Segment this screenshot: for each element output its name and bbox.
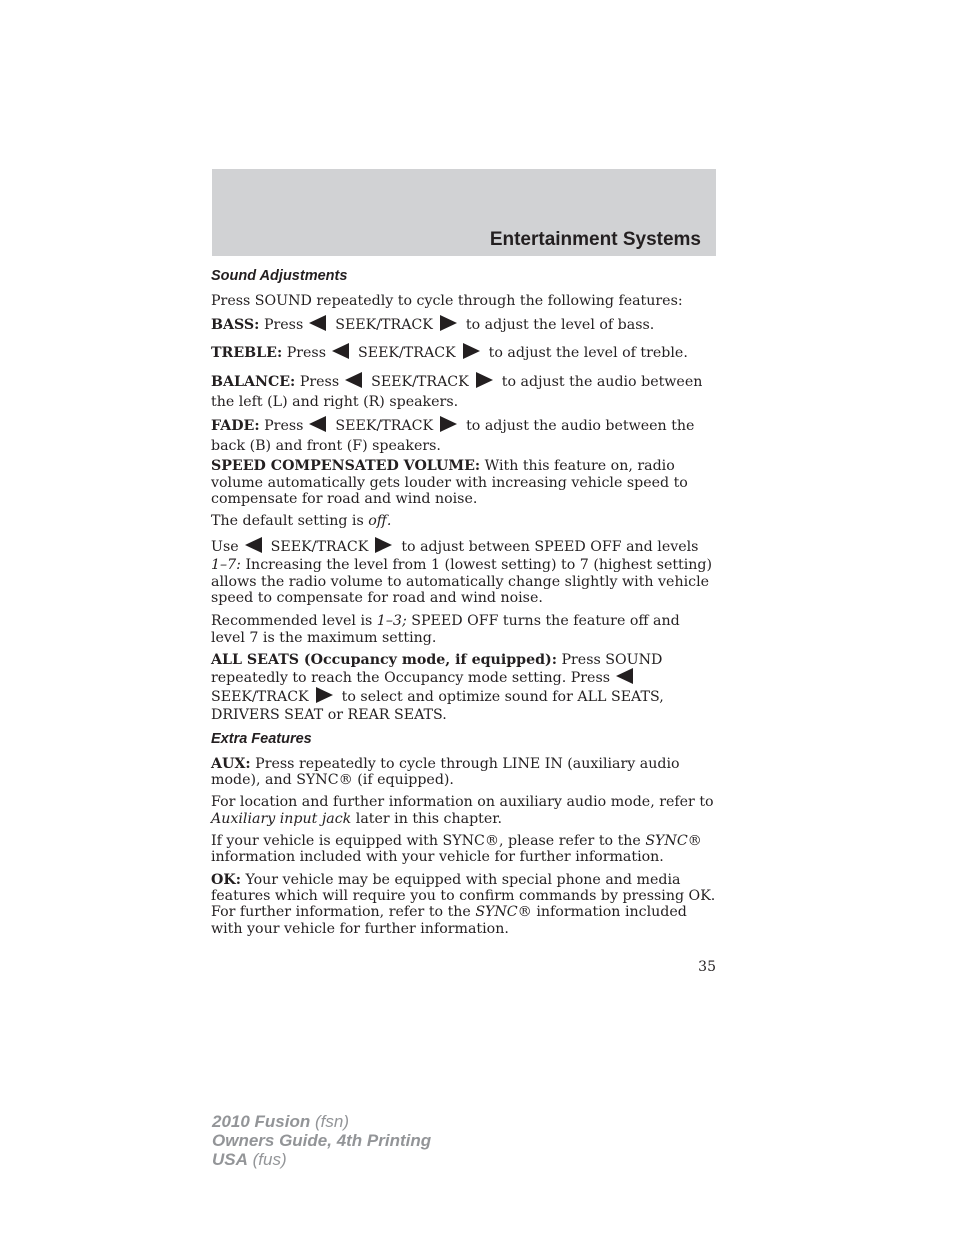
footer — [212, 1112, 431, 1169]
balance-press: Press — [299, 374, 340, 391]
allseats-paragraph — [211, 652, 716, 723]
treble-seek: SEEK/TRACK — [358, 345, 456, 362]
page-number: 35 — [698, 959, 716, 975]
default-paragraph — [211, 513, 716, 529]
ok-paragraph — [211, 872, 716, 937]
footer-model: 2010 Fusion — [212, 1112, 311, 1131]
sync-ref: SYNC® — [645, 833, 702, 850]
scv-label: SPEED COMPENSATED VOLUME: — [211, 458, 481, 475]
allseats-cont: DRIVERS SEAT or REAR SEATS. — [211, 706, 447, 723]
fade-press: Press — [264, 418, 304, 435]
page-content — [211, 266, 716, 943]
seek-left-icon — [245, 537, 262, 553]
seek-left-icon — [332, 343, 349, 359]
allseats-label: ALL SEATS (Occupancy mode, if equipped): — [211, 651, 557, 668]
bass-seek: SEEK/TRACK — [335, 317, 433, 334]
ok-label: OK: — [211, 871, 241, 888]
balance-paragraph — [211, 372, 716, 412]
seek-left-icon — [309, 416, 326, 432]
location-post: later in this chapter. — [351, 810, 502, 827]
recommended-value: 1–3; — [376, 613, 407, 630]
scv-paragraph — [211, 458, 716, 507]
fade-paragraph — [211, 416, 716, 456]
allseats-second-line — [211, 689, 664, 705]
sync-post: information included with your vehicle for further information. — [211, 849, 664, 866]
seek-right-icon — [440, 416, 457, 432]
seek-left-icon — [345, 372, 362, 388]
page-title: Entertainment Systems — [489, 229, 701, 250]
location-ref: Auxiliary input jack — [211, 810, 352, 827]
footer-market: USA — [212, 1150, 248, 1169]
allseats-text: Press SOUND repeatedly to reach the Occupancy mode setting. Press — [211, 651, 663, 687]
location-paragraph — [211, 794, 716, 827]
allseats-rest: to select and optimize sound for ALL SEATS, — [341, 688, 664, 705]
use-range: 1–7: — [211, 557, 241, 574]
seek-right-icon — [316, 687, 333, 703]
bass-paragraph — [211, 315, 716, 335]
ok-post: information included with your vehicle for further information. — [211, 904, 687, 937]
balance-rest: to adjust the audio between — [501, 374, 703, 391]
balance-cont: the left (L) and right (R) speakers. — [211, 394, 459, 411]
treble-rest: to adjust the level of treble. — [488, 345, 688, 362]
sound-adjustments-heading: Sound Adjustments — [211, 268, 348, 284]
seek-right-icon — [375, 537, 392, 553]
balance-seek: SEEK/TRACK — [371, 374, 469, 391]
fade-cont: back (B) and front (F) speakers. — [211, 438, 441, 455]
use-seek: SEEK/TRACK — [270, 539, 369, 556]
bass-press: Press — [263, 317, 304, 334]
aux-paragraph — [211, 756, 716, 789]
recommended-paragraph — [211, 613, 716, 646]
sound-intro: Press SOUND repeatedly to cycle through the following features: — [211, 293, 683, 309]
aux-label: AUX: — [211, 755, 251, 772]
header-band — [212, 169, 716, 256]
treble-press: Press — [286, 345, 326, 362]
footer-line-3 — [212, 1150, 431, 1169]
recommended-pre: Recommended level is — [211, 613, 377, 630]
balance-label: BALANCE: — [211, 374, 296, 391]
use-first-line — [211, 539, 698, 555]
default-pre: The default setting is — [211, 513, 369, 530]
footer-line-1 — [212, 1112, 431, 1131]
footer-guide: Owners Guide, 4th Printing — [212, 1131, 432, 1150]
bass-label: BASS: — [211, 317, 260, 334]
use-paragraph — [211, 537, 716, 606]
footer-model-code: (fsn) — [310, 1112, 349, 1131]
seek-right-icon — [476, 372, 493, 388]
bass-rest: to adjust the level of bass. — [465, 317, 655, 334]
location-pre: For location and further information on auxiliary audio mode, refer to — [211, 794, 714, 811]
recommended-post: SPEED OFF turns the feature off and level 7 is the maximum setting. — [211, 613, 680, 646]
fade-seek: SEEK/TRACK — [335, 418, 434, 435]
footer-line-2 — [212, 1131, 431, 1150]
allseats-seek: SEEK/TRACK — [211, 688, 309, 705]
sync-pre: If your vehicle is equipped with SYNC®, please refer to the — [211, 833, 646, 850]
fade-label: FADE: — [211, 418, 260, 435]
footer-market-code: (fus) — [247, 1150, 287, 1169]
fade-rest: to adjust the audio between the — [466, 418, 695, 435]
aux-text: Press repeatedly to cycle through LINE IN (auxiliary audio mode), and SYNC® (if equipped). — [211, 755, 680, 789]
use-cont: Increasing the level from 1 (lowest setting) to 7 (highest setting) allows the radio volume to automatically change slightly with vehicle speed to compensate for road and wind noise. — [211, 557, 713, 607]
seek-left-icon — [309, 315, 326, 331]
extra-features-heading: Extra Features — [211, 730, 312, 747]
seek-right-icon — [463, 343, 480, 359]
use-pre: Use — [211, 539, 239, 556]
seek-right-icon — [440, 315, 457, 331]
seek-left-icon — [616, 668, 633, 684]
default-value: off. — [368, 513, 392, 530]
sync-paragraph — [211, 833, 716, 866]
ok-ref: SYNC® — [475, 904, 532, 921]
treble-label: TREBLE: — [211, 345, 283, 362]
ok-text: Your vehicle may be equipped with special phone and media features which will require you to confirm commands by pressing OK. For further information, refer to the — [211, 871, 716, 921]
treble-paragraph — [211, 343, 716, 363]
scv-text: With this feature on, radio volume automatically gets louder with increasing vehicle speed to compensate for road and wind noise. — [211, 458, 688, 507]
use-rest: to adjust between SPEED OFF and levels — [401, 539, 699, 556]
